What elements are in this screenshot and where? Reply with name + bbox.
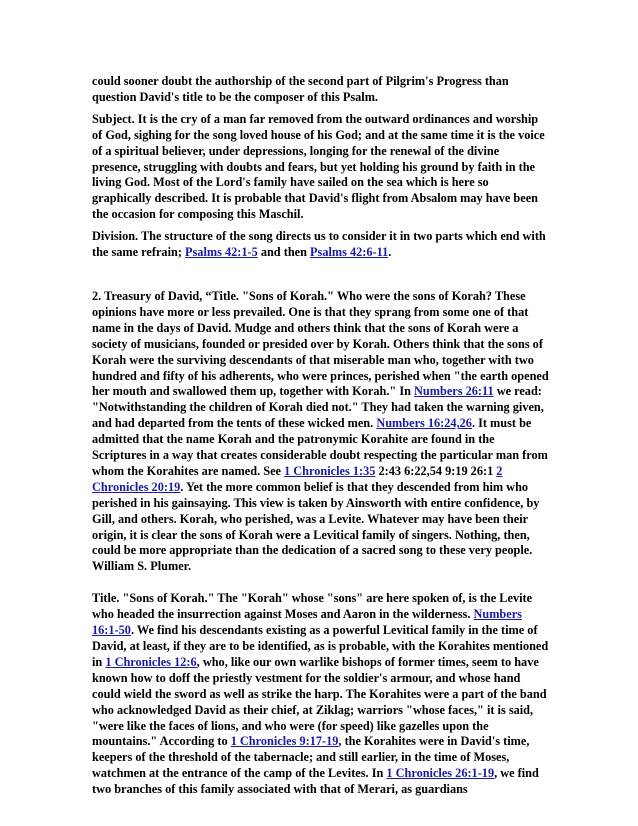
- paragraph-text: . It must be admitted that the name Korah and the patronymic Korahite are found in the Scriptures in a way that creates considerable doubt respecting the particular man from whom the Korahites are named. See: [92, 416, 548, 478]
- link-numbers-26-11[interactable]: Numbers 26:11: [414, 384, 494, 399]
- paragraph-subject: [92, 112, 550, 223]
- paragraph-text: . We find his descendants existing as a powerful Levitical family in the time of David, at least, if they are to be identified, as is probable, with the Korahites mentioned in: [92, 623, 549, 669]
- paragraph-authorship: [92, 74, 550, 106]
- link-1-chronicles-9-17-19[interactable]: 1 Chronicles 9:17-19: [230, 734, 339, 749]
- paragraph-text: , the Korahites were in David's time, keepers of the threshold of the tabernacle; and still earlier, in the time of Moses, watchmen at the entrance of the camp of the Levites. In: [92, 734, 530, 781]
- link-1-chronicles-1-35[interactable]: 1 Chronicles 1:35: [284, 463, 376, 478]
- link-2-chronicles-20-19[interactable]: 2 Chronicles 20:19: [92, 463, 503, 494]
- paragraph-text: 2:43 6:22,54 9:19 26:1: [375, 463, 497, 478]
- link-numbers-16-24-26[interactable]: Numbers 16:24,26: [376, 416, 472, 431]
- paragraph-text: .: [388, 245, 392, 260]
- paragraph-text: 2. Treasury of David, “Title. "Sons of Korah." Who were the sons of Korah? These opinions have more or less prevailed. One is that they sprang from some one of that name in the days of David. Mudge and others think that the sons of Korah were a society of musicians, founded or presided over by Korah. Others think that the sons of Korah were the surviving descendants of that miserable man who, together with two hundred and fifty of his adherents, who were princes, perished when "the earth opened her mouth and swallowed them up, together with Korah." In: [92, 288, 549, 399]
- link-psalms-42-6-11[interactable]: Psalms 42:6-11: [310, 245, 389, 260]
- paragraph-division: [92, 229, 550, 261]
- paragraph-title-korah-levite: [92, 591, 550, 798]
- paragraph-treasury-sons-of-korah: [92, 289, 550, 575]
- paragraph-text: we read: "Notwithstanding the children of Korah died not." They had taken the warning given, and had departed from the tents of these wicked men.: [92, 384, 544, 431]
- link-psalms-42-1-5[interactable]: Psalms 42:1-5: [185, 245, 258, 260]
- document-page: [92, 74, 550, 804]
- paragraph-text: , who, like our own warlike bishops of former times, seem to have known how to doff the priestly vestment for the soldier's armour, and whose hand could wield the sword as well as strike the harp. The Korahites were a part of the band who acknowledged David as their chief, at Ziklag; warriors "whose faces," it is said, "were like the faces of lions, and who were (for speed) like gazelles upon the mountains." According to: [92, 654, 547, 749]
- paragraph-text: . Yet the more common belief is that they descended from him who perished in his gainsaying. This view is taken by Ainsworth with entire confidence, by Gill, and others. Korah, who perished, was a Levite. Whatever may have been their origin, it is clear the sons of Korah were a Levitical family of singers. Nothing, then, could be more appropriate than the dedication of a sacred song to these very people. William S. Plumer.: [92, 479, 540, 574]
- link-1-chronicles-26-1-19[interactable]: 1 Chronicles 26:1-19: [386, 766, 495, 781]
- link-numbers-16-1-50[interactable]: Numbers 16:1-50: [92, 607, 522, 638]
- paragraph-text: , we find two branches of this family associated with that of Merari, as guardians: [92, 766, 539, 797]
- link-1-chronicles-12-6[interactable]: 1 Chronicles 12:6: [105, 654, 197, 669]
- paragraph-text: and then: [257, 245, 311, 260]
- paragraph-text: Title. "Sons of Korah." The "Korah" whose "sons" are here spoken of, is the Levite who headed the insurrection against Moses and Aaron in the wilderness.: [92, 591, 533, 622]
- paragraph-text: Subject. It is the cry of a man far removed from the outward ordinances and worship of God, sighing for the song loved house of his God; and at the same time it is the voice of a spiritual believer, under depressions, longing for the renewal of the divine presence, struggling with doubts and fears, but yet holding his ground by faith in the living God. Most of the Lord's family have sailed on the sea which is here so graphically described. It is probable that David's flight from Absalom may have been the occasion for composing this Maschil.: [92, 111, 545, 222]
- paragraph-text: Division. The structure of the song directs us to consider it in two parts which end with the same refrain;: [92, 229, 546, 260]
- paragraph-text: could sooner doubt the authorship of the second part of Pilgrim's Progress than question David's title to be the composer of this Psalm.: [92, 74, 509, 104]
